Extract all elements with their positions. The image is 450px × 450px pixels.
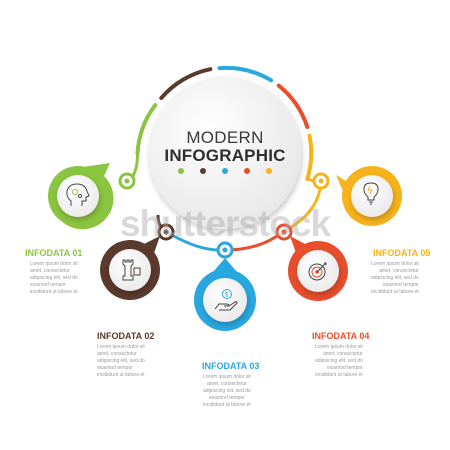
ring-segment-yellow xyxy=(307,136,311,179)
watermark: shutterstock xyxy=(119,203,331,244)
title-dot xyxy=(266,168,272,174)
title-line-2: INFOGRAPHIC xyxy=(164,146,286,165)
step-text-04: Lorem ipsum dolor sit amet, consectetur adipiscing elit, sed do eiusmod tempor incididunt ut labore et xyxy=(315,344,363,378)
step-text-05: Lorem ipsum dolor sit amet, consectetur adipiscing elit, sed do eiusmod tempor incididunt ut labore et xyxy=(371,261,419,295)
title-dot xyxy=(200,168,206,174)
title-dot xyxy=(178,168,184,174)
step-label-01: INFODATA 01 xyxy=(25,248,83,258)
title-color-dots xyxy=(178,168,274,176)
title-dot xyxy=(244,168,250,174)
bubble-step-02 xyxy=(100,236,160,300)
title-line-1: MODERN xyxy=(186,128,264,147)
step-label-03: INFODATA 03 xyxy=(202,361,260,371)
step-label-05: INFODATA 05 xyxy=(373,248,431,258)
step-text-02: Lorem ipsum dolor sit amet, consectetur adipiscing elit, sed do eiusmod tempor incididunt ut labore et xyxy=(97,344,145,378)
step-text-01: Lorem ipsum dolor sit amet, consectetur adipiscing elit, sed do eiusmod tempor incididunt ut labore et xyxy=(30,261,78,295)
svg-text:$: $ xyxy=(225,292,229,299)
bubble-step-04 xyxy=(288,236,348,301)
step-text-03: Lorem ipsum dolor sit amet, consectetur adipiscing elit, sed do eiusmod tempor incididunt ut labore et xyxy=(203,374,251,408)
step-label-02: INFODATA 02 xyxy=(97,331,155,341)
title-dot xyxy=(222,168,228,174)
step-label-04: INFODATA 04 xyxy=(312,331,370,341)
